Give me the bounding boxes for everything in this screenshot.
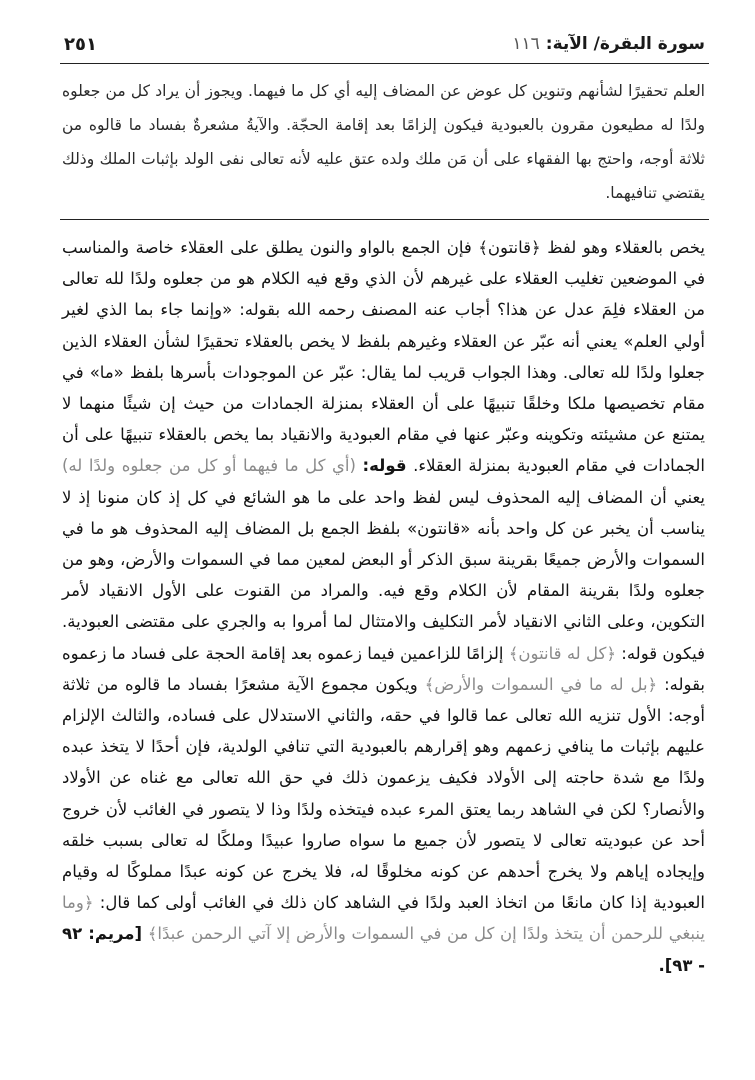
paragraph-part-2: يعني أن المضاف إليه المحذوف ليس لفظ واحد على ما هو الشائع في كل إذ كان منونا إذ لا يناسب أن يخبر عن كل واحد بأنه «قانتون» بلفظ الجمع بل المضاف إليه المحذوف هو ما في السموات والأرض جميعًا بقرينة سبق الذكر أو البعض لمعين مما في السموات والأرض، وهو من جعلوه ولدًا بقرينة المقام لأن الكلام وقع فيه. والمراد من القنوت على الأول الانقياد لأمر التكوين، وعلى الثاني الانقياد لأمر التكليف والامتثال لما أمروا به والجري على مقتضى العبودية. فيكون قوله: [62,487,706,663]
upper-commentary [62,74,705,210]
page-header [64,28,705,60]
paragraph-part-3: إلزامًا للزاعمين فيما زعموه بعد إقامة الحجة على فساد ما زعموه بقوله: [62,643,706,694]
paragraph-part-4: ويكون مجموع الآية مشعرًا بفساد ما قالوه من ثلاثة أوجه: الأول تنزيه الله تعالى عما قالوا في حقه، والثاني الاستدلال على فساده، والثالث الإلزام عليهم بإثبات ما ينافي زعمهم وهو إقرارهم بالعبودية التي تنافي الولدية، فإن أحدًا لا يتخذ عبده ولدًا مع شدة حاجته إلى الأولاد فكيف يزعمون ذلك في حق الله تعالى مع غناه عن الأولاد والأنصار؟ لكن في الشاهد ربما يعتق المرء عبده فيتخذه ولدًا وذا لا يتصور في الغائب لأن خروج أحد عن عبوديته تعالى لا يتصور لأن جميع ما سواه صاروا عبيدًا وملكًا له تعالى بسبب خلقه وإيجاده إياهم ولا يخرج أحدهم عن كونه مخلوقًا له، فلا يخرج عن كونه عبدًا مملوكًا له وقيام العبودية إذا كان مانعًا من اتخاذ العبد ولدًا في الشاهد كان ذلك في الغائب أولى كما قال: [62,674,705,913]
ayah-number: ١١٦ [512,34,540,54]
section-divider [60,219,709,220]
page-number: ٢٥١ [64,33,97,55]
verse-reference: [مريم: ٩٢ - ٩٣]. [62,924,705,975]
quoted-phrase: (أي كل ما فيهما أو كل من جعلوه ولدًا له) [62,456,356,476]
main-commentary [62,232,705,981]
header-rule [60,63,709,64]
keyword-qawluhu: قوله: [362,456,407,476]
main-paragraph [62,232,705,981]
verse-quote-3: ﴿وما ينبغي للرحمن أن يتخذ ولدًا إن كل من في السموات والأرض إلا آتي الرحمن عبدًا﴾ [62,893,705,944]
verse-quote-2: ﴿بل له ما في السموات والأرض﴾ [424,674,658,694]
surah-label: سورة البقرة/ الآية: [545,34,705,54]
paragraph-part-1: يخص بالعقلاء وهو لفظ ﴿قانتون﴾ فإن الجمع بالواو والنون يطلق على العقلاء خاصة والمناسب في الموضعين تغليب العقلاء على غيرهم لأن الذي وقع فيه الكلام هو من جعلوه ولدًا لله تعالى من العقلاء فلِمَ عدل عن هذا؟ أجاب عنه المصنف رحمه الله بقوله: «وإنما جاء بما الذي لغير أولي العلم» يعني أنه عبّر عن العقلاء وغيرهم بلفظ لا يخص بالعقلاء تحقيرًا لشأن العقلاء الذين جعلوا ولدًا لله تعالى. وهذا الجواب قريب لما يقال: عبّر عن الموجودات بأسرها بلفظ «ما» في مقام تخصيصها ملكا وخلقًا تنبيهًا على أن العقلاء بمنزلة الجمادات من حيث إن شيئًا منهما لا يمتنع عن مشيئته وتكوينه وعبّر عنها في مقام العبودية والانقياد بما يخص بالعقلاء تنبيهًا على أن الجمادات في مقام العبودية بمنزلة العقلاء. [62,238,706,476]
verse-quote-1: ﴿كل له قانتون﴾ [508,643,616,663]
upper-paragraph: العلم تحقيرًا لشأنهم وتنوين كل عوض عن المضاف إليه أي كل ما فيهما. ويجوز أن يراد كل من جعلوه ولدًا له مطيعون مقرون بالعبودية فيكون إلزامًا بعد إقامة الحجّة. والآيةُ مشعرةٌ بفساد ما قالوه من ثلاثة أوجه، واحتج بها الفقهاء على أن مَن ملك ولده عتق عليه لأنه تعالى نفى الولد بإثبات الملك وذلك يقتضي تنافيهما. [62,82,705,202]
running-title [512,34,705,54]
